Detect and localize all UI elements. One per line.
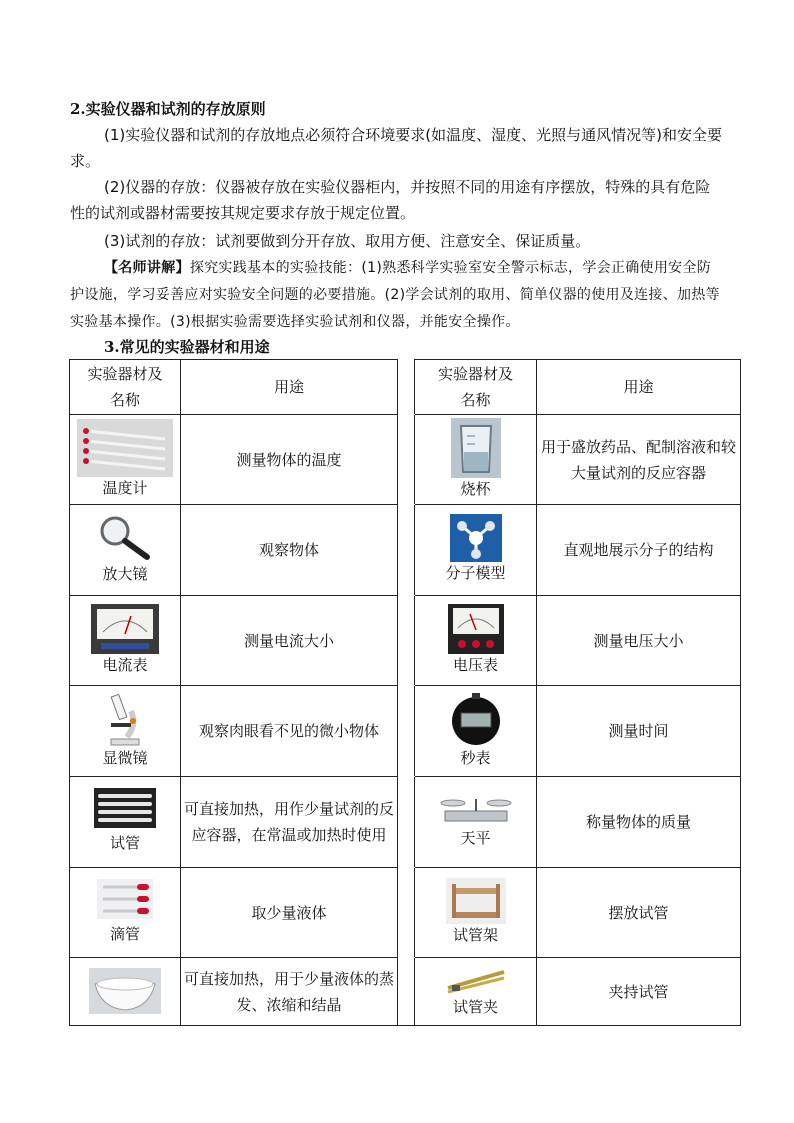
equipment-name: 放大镜: [102, 565, 148, 583]
table-header-row: [70, 360, 741, 415]
equipment-cell: [70, 596, 181, 686]
test-tube-icon: [94, 788, 156, 828]
table-gap: [398, 360, 415, 415]
equipment-cell: [70, 505, 181, 596]
equipment-use: 称量物体的质量: [537, 777, 741, 868]
equipment-table: [69, 359, 741, 1026]
equipment-cell: [70, 415, 181, 505]
equipment-name: 天平: [460, 829, 491, 847]
table-row: [70, 777, 741, 868]
test-tube-rack-icon: [446, 878, 506, 924]
dropper-icon: [97, 879, 153, 919]
equipment-name: 分子模型: [445, 564, 506, 582]
evaporating-dish-icon: [89, 968, 161, 1014]
section2-heading: 2.实验仪器和试剂的存放原则: [70, 100, 266, 118]
equipment-name: 电压表: [452, 655, 498, 674]
header-equipment-left: 实验器材及名称: [70, 360, 181, 415]
header-use-right: 用途: [537, 360, 741, 415]
table-row: [70, 958, 741, 1026]
equipment-cell: [70, 868, 181, 958]
equipment-name: 显微镜: [102, 749, 148, 767]
teacher-note: [70, 255, 725, 336]
section3-heading: 3.常见的实验器材和用途: [104, 338, 270, 356]
equipment-name: 试管: [109, 834, 140, 852]
header-equipment-right: 实验器材及名称: [415, 360, 537, 415]
microscope-icon: [105, 691, 145, 747]
equipment-cell: [415, 596, 537, 686]
equipment-use: 摆放试管: [537, 868, 741, 958]
equipment-use: 可直接加热，用于少量液体的蒸发、浓缩和结晶: [181, 958, 398, 1026]
section2-paragraph-2: (2)仪器的存放：仪器被存放在实验仪器柜内，并按照不同的用途有序摆放，特殊的具有危险性的试剂或器材需要按其规定要求存放于规定位置。: [70, 178, 711, 222]
ammeter-icon: [91, 604, 159, 654]
thermometer-icon: [77, 419, 173, 477]
equipment-use: 可直接加热，用作少量试剂的反应容器，在常温或加热时使用: [181, 777, 398, 868]
equipment-cell: [415, 686, 537, 777]
equipment-cell: [415, 415, 537, 505]
equipment-cell: [415, 868, 537, 958]
equipment-name: 温度计: [102, 478, 148, 497]
equipment-cell: [415, 958, 537, 1026]
equipment-use: 夹持试管: [537, 958, 741, 1026]
header-use-left: 用途: [181, 360, 398, 415]
section2-paragraph-1: (1)实验仪器和试剂的存放地点必须符合环境要求(如温度、湿度、光照与通风情况等)和安全要求。: [70, 126, 722, 170]
equipment-cell: [415, 777, 537, 868]
test-tube-holder-icon: [444, 964, 508, 996]
equipment-name: 试管夹: [452, 997, 498, 1016]
table-row: [70, 868, 741, 958]
beaker-icon: [451, 418, 501, 478]
equipment-name: 烧杯: [460, 479, 491, 498]
equipment-use: 测量电流大小: [181, 596, 398, 686]
equipment-name: 电流表: [102, 655, 148, 674]
table-row: [70, 505, 741, 596]
equipment-use: 观察物体: [181, 505, 398, 596]
molecule-model-icon: [450, 514, 502, 562]
equipment-cell: [70, 686, 181, 777]
teacher-note-text: 探究实践基本的实验技能：(1)熟悉科学实验室安全警示标志，学会正确使用安全防护设施，学习妥善应对实验安全问题的必要措施。(2)学会试剂的取用、简单仪器的使用及连接、加热等实验基本操作。(3)根据实验需要选择实验试剂和仪器，并能安全操作。: [70, 260, 720, 330]
section2-paragraph-3: (3)试剂的存放：试剂要做到分开存放、取用方便、注意安全、保证质量。: [104, 232, 591, 250]
table-row: [70, 686, 741, 777]
magnifier-icon: [97, 513, 153, 563]
equipment-use: 取少量液体: [181, 868, 398, 958]
equipment-cell: [70, 777, 181, 868]
balance-icon: [439, 793, 513, 827]
equipment-name: 试管架: [452, 925, 498, 944]
equipment-name: 秒表: [460, 749, 491, 767]
equipment-use: 测量时间: [537, 686, 741, 777]
equipment-cell: [70, 958, 181, 1026]
voltmeter-icon: [448, 604, 504, 654]
table-row: [70, 415, 741, 505]
equipment-cell: [415, 505, 537, 596]
table-row: [70, 596, 741, 686]
equipment-use: 观察肉眼看不见的微小物体: [181, 686, 398, 777]
stopwatch-icon: [448, 691, 504, 747]
equipment-use: 测量电压大小: [537, 596, 741, 686]
equipment-name: 滴管: [109, 924, 140, 943]
equipment-use: 直观地展示分子的结构: [537, 505, 741, 596]
equipment-use: 用于盛放药品、配制溶液和较大量试剂的反应容器: [537, 415, 741, 505]
teacher-note-label: 【名师讲解】: [104, 260, 190, 276]
equipment-use: 测量物体的温度: [181, 415, 398, 505]
